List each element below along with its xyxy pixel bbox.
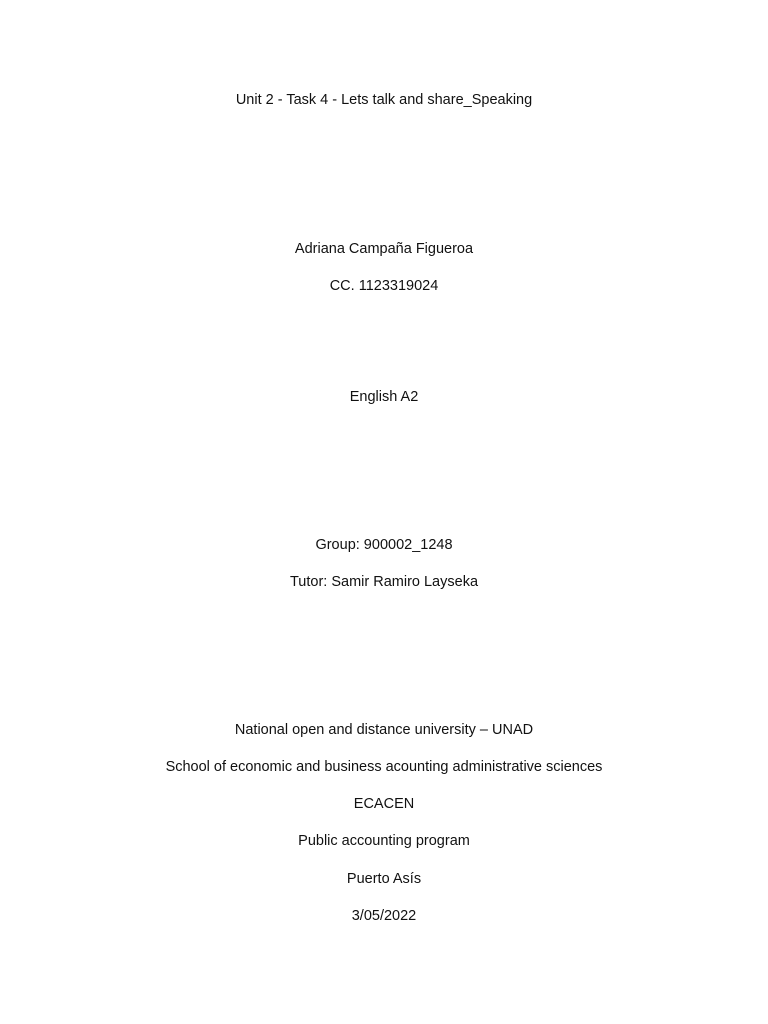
city-name: Puerto Asís [346,871,422,887]
course-name: English A2 [349,389,419,405]
author-name: Adriana Campaña Figueroa [294,241,474,257]
author-id: CC. 1123319024 [329,278,439,294]
school-name: School of economic and business acounting administrative sciences [165,759,603,775]
university-name: National open and distance university – UNAD [234,722,534,738]
school-abbreviation: ECACEN [353,796,415,812]
document-date: 3/05/2022 [351,908,417,924]
program-name: Public accounting program [298,833,470,849]
document-title: Unit 2 - Task 4 - Lets talk and share_Speaking [235,92,533,108]
group-number: Group: 900002_1248 [315,537,453,553]
tutor-name: Tutor: Samir Ramiro Layseka [289,574,479,590]
